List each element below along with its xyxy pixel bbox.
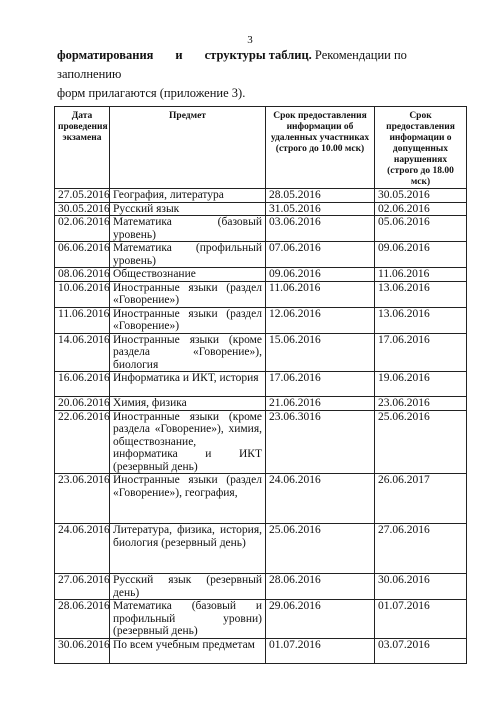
- table-row: [55, 524, 467, 574]
- exam-date-cell: 10.06.2016: [55, 281, 110, 307]
- removed-deadline-cell: 29.06.2016: [266, 600, 375, 639]
- subject-cell: География, литература: [110, 189, 266, 203]
- intro-bold-word-3: структуры таблиц.: [204, 48, 312, 62]
- exam-date-cell: 02.06.2016: [55, 216, 110, 242]
- violations-deadline-cell: 19.06.2016: [375, 372, 467, 397]
- violations-deadline-cell: 09.06.2016: [375, 242, 467, 268]
- table-row: [55, 600, 467, 639]
- removed-deadline-cell: 21.06.2016: [266, 397, 375, 411]
- violations-deadline-cell: 17.06.2016: [375, 333, 467, 372]
- removed-deadline-cell: 12.06.2016: [266, 307, 375, 333]
- table-row: [55, 307, 467, 333]
- exam-date-cell: 08.06.2016: [55, 268, 110, 282]
- subject-cell: Русский язык (резервный день): [110, 574, 266, 600]
- removed-deadline-cell: 23.06.3016: [266, 410, 375, 474]
- table-header-row: [55, 107, 467, 189]
- exam-date-cell: 16.06.2016: [55, 372, 110, 397]
- table-row: [55, 268, 467, 282]
- subject-cell: Обществознание: [110, 268, 266, 282]
- exam-date-cell: 20.06.2016: [55, 397, 110, 411]
- removed-deadline-cell: 03.06.2016: [266, 216, 375, 242]
- subject-cell: Информатика и ИКТ, история: [110, 372, 266, 397]
- violations-deadline-cell: 23.06.2016: [375, 397, 467, 411]
- page-number: 3: [247, 34, 253, 46]
- intro-bold-word-1: форматирования: [57, 48, 154, 62]
- table-row: [55, 410, 467, 474]
- subject-cell: Математика (профильный уровень): [110, 242, 266, 268]
- table-row: [55, 216, 467, 242]
- header-removed-deadline: Срок предоставления информации об удаленных участниках (строго до 10.00 мск): [266, 107, 375, 189]
- exam-date-cell: 22.06.2016: [55, 410, 110, 474]
- removed-deadline-cell: 15.06.2016: [266, 333, 375, 372]
- subject-cell: Иностранные языки (раздел «Говорение»): [110, 281, 266, 307]
- violations-deadline-cell: 11.06.2016: [375, 268, 467, 282]
- violations-deadline-cell: 05.06.2016: [375, 216, 467, 242]
- table-row: [55, 397, 467, 411]
- removed-deadline-cell: 31.05.2016: [266, 202, 375, 216]
- removed-deadline-cell: 11.06.2016: [266, 281, 375, 307]
- table-row: [55, 202, 467, 216]
- subject-cell: Иностранные языки (кроме раздела «Говорение»), химия, обществознание, информатика и ИКТ (резервный день): [110, 410, 266, 474]
- violations-deadline-cell: 03.07.2016: [375, 638, 467, 663]
- table-row: [55, 474, 467, 524]
- table-row: [55, 242, 467, 268]
- violations-deadline-cell: 25.06.2016: [375, 410, 467, 474]
- removed-deadline-cell: 09.06.2016: [266, 268, 375, 282]
- removed-deadline-cell: 25.06.2016: [266, 524, 375, 574]
- removed-deadline-cell: 28.06.2016: [266, 574, 375, 600]
- exam-date-cell: 23.06.2016: [55, 474, 110, 524]
- violations-deadline-cell: 02.06.2016: [375, 202, 467, 216]
- removed-deadline-cell: 17.06.2016: [266, 372, 375, 397]
- violations-deadline-cell: 13.06.2016: [375, 307, 467, 333]
- exam-date-cell: 28.06.2016: [55, 600, 110, 639]
- violations-deadline-cell: 30.06.2016: [375, 574, 467, 600]
- subject-cell: Математика (базовый уровень): [110, 216, 266, 242]
- subject-cell: Русский язык: [110, 202, 266, 216]
- subject-cell: Химия, физика: [110, 397, 266, 411]
- exam-date-cell: 30.06.2016: [55, 638, 110, 663]
- header-subject: Предмет: [110, 107, 266, 189]
- intro-line2: форм прилагаются (приложение 3).: [57, 86, 246, 100]
- exam-date-cell: 27.05.2016: [55, 189, 110, 203]
- subject-cell: Иностранные языки (раздел «Говорение»): [110, 307, 266, 333]
- removed-deadline-cell: 28.05.2016: [266, 189, 375, 203]
- header-exam-date: Дата проведения экзамена: [55, 107, 110, 189]
- subject-cell: Математика (базовый и профильный уровни) (резервный день): [110, 600, 266, 639]
- table-body: [55, 189, 467, 664]
- intro-line1-rest: Рекомендации по заполнению: [57, 48, 407, 81]
- removed-deadline-cell: 24.06.2016: [266, 474, 375, 524]
- table-row: [55, 281, 467, 307]
- intro-bold-word-2: и: [175, 48, 183, 62]
- exam-date-cell: 14.06.2016: [55, 333, 110, 372]
- violations-deadline-cell: 13.06.2016: [375, 281, 467, 307]
- exam-date-cell: 11.06.2016: [55, 307, 110, 333]
- table-row: [55, 189, 467, 203]
- intro-paragraph: [57, 46, 467, 103]
- table-row: [55, 638, 467, 663]
- subject-cell: Иностранные языки (раздел «Говорение»), география,: [110, 474, 266, 524]
- removed-deadline-cell: 07.06.2016: [266, 242, 375, 268]
- subject-cell: Иностранные языки (кроме раздела «Говорение»), биология: [110, 333, 266, 372]
- violations-deadline-cell: 01.07.2016: [375, 600, 467, 639]
- table-row: [55, 574, 467, 600]
- removed-deadline-cell: 01.07.2016: [266, 638, 375, 663]
- exam-date-cell: 27.06.2016: [55, 574, 110, 600]
- violations-deadline-cell: 30.05.2016: [375, 189, 467, 203]
- violations-deadline-cell: 26.06.2017: [375, 474, 467, 524]
- exam-schedule-table: [54, 106, 467, 664]
- exam-date-cell: 06.06.2016: [55, 242, 110, 268]
- subject-cell: Литература, физика, история, биология (резервный день): [110, 524, 266, 574]
- header-violations-deadline: Срок предоставления информации о допущенных нарушениях (строго до 18.00 мск): [375, 107, 467, 189]
- subject-cell: По всем учебным предметам: [110, 638, 266, 663]
- violations-deadline-cell: 27.06.2016: [375, 524, 467, 574]
- exam-date-cell: 30.05.2016: [55, 202, 110, 216]
- table-row: [55, 333, 467, 372]
- exam-date-cell: 24.06.2016: [55, 524, 110, 574]
- table-row: [55, 372, 467, 397]
